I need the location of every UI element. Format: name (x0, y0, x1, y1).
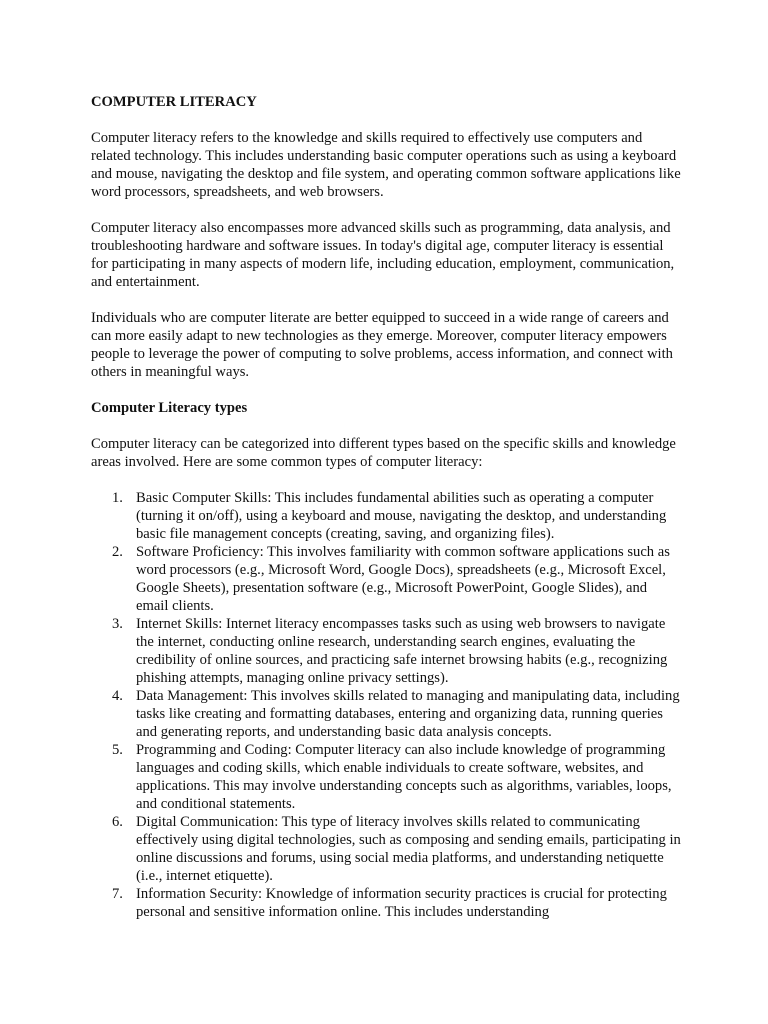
list-item (91, 615, 681, 687)
document-page (91, 93, 681, 921)
list-number: 4. (112, 688, 123, 704)
list-number: 3. (112, 616, 123, 632)
paragraph: Computer literacy also encompasses more advanced skills such as programming, data analysis, and troubleshooting hardware and software issues. In today's digital age, computer literacy is essential for participating in many aspects of modern life, including education, employment, communication, and entertainment. (91, 220, 675, 290)
literacy-types-list (91, 489, 681, 921)
list-item (91, 741, 681, 813)
list-number: 2. (112, 544, 123, 560)
list-item-text: Data Management: This involves skills related to managing and manipulating data, including tasks like creating and formatting databases, entering and organizing data, running queries and generating reports, and understanding basic data analysis concepts. (136, 688, 680, 740)
list-number: 5. (112, 742, 123, 758)
paragraph: Individuals who are computer literate are better equipped to succeed in a wide range of careers and can more easily adapt to new technologies as they emerge. Moreover, computer literacy empowers people to leverage the power of computing to solve problems, access information, and connect with others in meaningful ways. (91, 310, 673, 380)
list-item-text: Software Proficiency: This involves familiarity with common software applications such as word processors (e.g., Microsoft Word, Google Docs), spreadsheets (e.g., Microsoft Excel, Google Sheets), presentation software (e.g., Microsoft PowerPoint, Google Slides), and email clients. (136, 544, 670, 614)
list-item (91, 885, 681, 921)
list-item-text: Digital Communication: This type of literacy involves skills related to communicating effectively using digital technologies, such as composing and sending emails, participating in online discussions and forums, using social media platforms, and understanding netiquette (i.e., internet etiquette). (136, 814, 681, 884)
list-number: 7. (112, 886, 123, 902)
list-item (91, 687, 681, 741)
list-item (91, 813, 681, 885)
section-heading: Computer Literacy types (91, 400, 248, 416)
section-intro: Computer literacy can be categorized into different types based on the specific skills and knowledge areas involved. Here are some common types of computer literacy: (91, 436, 676, 470)
list-item-text: Programming and Coding: Computer literacy can also include knowledge of programming languages and coding skills, which enable individuals to create software, websites, and applications. This may involve understanding concepts such as algorithms, variables, loops, and conditional statements. (136, 742, 672, 812)
list-item (91, 543, 681, 615)
list-item-text: Basic Computer Skills: This includes fundamental abilities such as operating a computer (turning it on/off), using a keyboard and mouse, navigating the desktop, and understanding basic file management concepts (creating, saving, and organizing files). (136, 490, 667, 542)
list-item-text: Internet Skills: Internet literacy encompasses tasks such as using web browsers to navigate the internet, conducting online research, understanding search engines, evaluating the credibility of online sources, and practicing safe internet browsing habits (e.g., recognizing phishing attempts, managing online privacy settings). (136, 616, 668, 686)
list-number: 1. (112, 490, 123, 506)
list-number: 6. (112, 814, 123, 830)
paragraph: Computer literacy refers to the knowledge and skills required to effectively use computers and related technology. This includes understanding basic computer operations such as using a keyboard and mouse, navigating the desktop and file system, and operating common software applications like word processors, spreadsheets, and web browsers. (91, 130, 681, 200)
document-title: COMPUTER LITERACY (91, 94, 257, 110)
list-item (91, 489, 681, 543)
list-item-text: Information Security: Knowledge of information security practices is crucial for protecting personal and sensitive information online. This includes understanding (136, 886, 667, 920)
